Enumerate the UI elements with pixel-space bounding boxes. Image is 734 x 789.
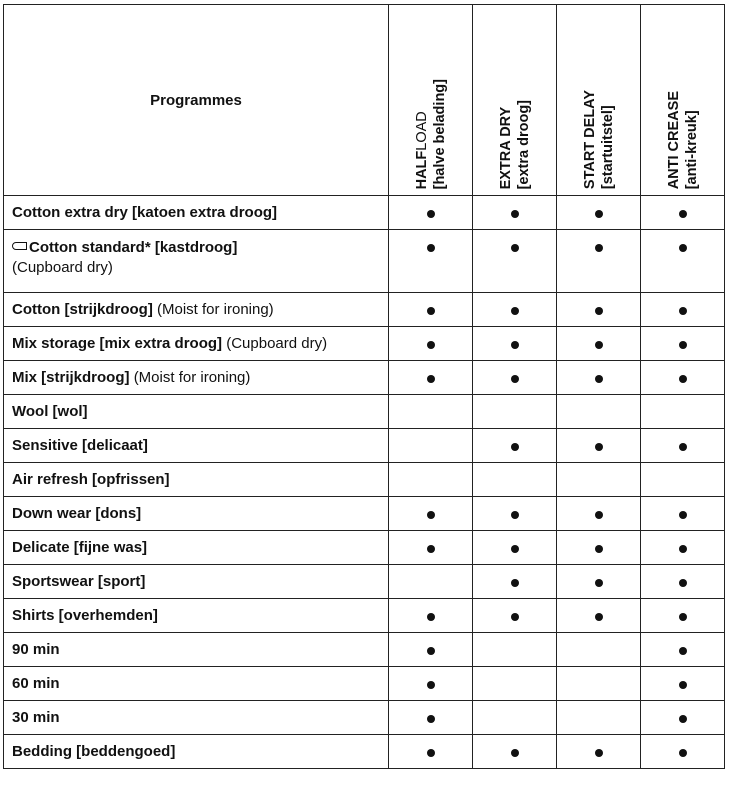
programme-note: (Moist for ironing) (156, 300, 274, 318)
option-cell (641, 196, 725, 230)
option-cell (389, 701, 473, 735)
available-dot-icon (595, 613, 603, 621)
available-dot-icon (427, 749, 435, 757)
option-cell (473, 667, 557, 701)
available-dot-icon (595, 443, 603, 451)
programme-name-cell (4, 565, 389, 599)
cupboard-dry-icon (12, 242, 27, 250)
available-dot-icon (679, 511, 687, 519)
option-cell (389, 463, 473, 497)
table-row (4, 463, 725, 497)
option-cell (641, 667, 725, 701)
table-header-row (4, 5, 725, 196)
option-cell (473, 735, 557, 769)
option-cell (473, 497, 557, 531)
programme-note: (Cupboard dry) (226, 334, 328, 352)
option-cell (389, 497, 473, 531)
available-dot-icon (595, 545, 603, 553)
table-row (4, 395, 725, 429)
option-cell (557, 196, 641, 230)
option-cell (473, 196, 557, 230)
available-dot-icon (427, 511, 435, 519)
option-cell (389, 667, 473, 701)
available-dot-icon (511, 511, 519, 519)
available-dot-icon (595, 341, 603, 349)
option-cell (557, 293, 641, 327)
available-dot-icon (427, 681, 435, 689)
option-cell (389, 531, 473, 565)
column-header-extra-dry (473, 5, 557, 196)
option-cell (557, 599, 641, 633)
option-cell (557, 633, 641, 667)
available-dot-icon (511, 443, 519, 451)
option-cell (473, 327, 557, 361)
programme-name: Air refresh [opfrissen] (12, 470, 170, 488)
table-row (4, 735, 725, 769)
programme-name-cell (4, 667, 389, 701)
programme-name: Sensitive [delicaat] (12, 436, 148, 454)
option-cell (389, 633, 473, 667)
programme-note: (Moist for ironing) (133, 368, 251, 386)
column-header-half-load-subtitle: [halve belading] (431, 78, 448, 189)
option-cell (389, 293, 473, 327)
available-dot-icon (679, 443, 687, 451)
programme-name: Cotton extra dry [katoen extra droog] (12, 203, 278, 221)
programme-name: Cotton standard* [kastdroog] (29, 239, 238, 256)
programme-name: Shirts [overhemden] (12, 606, 158, 624)
available-dot-icon (511, 210, 519, 218)
table-row (4, 429, 725, 463)
programme-note: (Cupboard dry) (12, 259, 113, 276)
programme-name: 30 min (12, 708, 60, 726)
option-cell (473, 429, 557, 463)
available-dot-icon (511, 375, 519, 383)
available-dot-icon (511, 545, 519, 553)
option-cell (389, 735, 473, 769)
available-dot-icon (427, 307, 435, 315)
option-cell (389, 395, 473, 429)
option-cell (557, 667, 641, 701)
available-dot-icon (595, 307, 603, 315)
option-cell (473, 463, 557, 497)
table-row (4, 531, 725, 565)
option-cell (473, 293, 557, 327)
available-dot-icon (595, 749, 603, 757)
option-cell (473, 599, 557, 633)
option-cell (641, 361, 725, 395)
option-cell (557, 327, 641, 361)
available-dot-icon (511, 579, 519, 587)
option-cell (389, 599, 473, 633)
available-dot-icon (679, 579, 687, 587)
option-cell (641, 565, 725, 599)
option-cell (473, 633, 557, 667)
programme-name: 90 min (12, 640, 60, 658)
table-row (4, 327, 725, 361)
available-dot-icon (679, 375, 687, 383)
programmes-header: Programmes (4, 5, 389, 196)
available-dot-icon (511, 613, 519, 621)
option-cell (473, 565, 557, 599)
available-dot-icon (427, 545, 435, 553)
programme-name-cell (4, 599, 389, 633)
available-dot-icon (595, 511, 603, 519)
available-dot-icon (679, 681, 687, 689)
option-cell (557, 701, 641, 735)
table-body (4, 196, 725, 769)
available-dot-icon (427, 341, 435, 349)
available-dot-icon (511, 244, 519, 252)
option-cell (641, 429, 725, 463)
option-cell (557, 735, 641, 769)
column-header-start-delay (557, 5, 641, 196)
programme-name-cell (4, 735, 389, 769)
option-cell (473, 361, 557, 395)
available-dot-icon (679, 341, 687, 349)
option-cell (557, 463, 641, 497)
option-cell (473, 230, 557, 293)
option-cell (557, 395, 641, 429)
table-row (4, 196, 725, 230)
programme-options-table (3, 4, 725, 769)
programme-name-cell (4, 361, 389, 395)
programme-name: Bedding [beddengoed] (12, 742, 176, 760)
option-cell (389, 429, 473, 463)
available-dot-icon (427, 210, 435, 218)
available-dot-icon (679, 307, 687, 315)
programme-name: Mix storage [mix extra droog] (12, 334, 223, 352)
option-cell (389, 196, 473, 230)
available-dot-icon (427, 375, 435, 383)
programme-name: Sportswear [sport] (12, 572, 146, 590)
option-cell (641, 463, 725, 497)
programme-name-cell (4, 463, 389, 497)
option-cell (557, 497, 641, 531)
option-cell (389, 327, 473, 361)
column-header-anti-crease (641, 5, 725, 196)
programme-name: Mix [strijkdroog] (12, 368, 130, 386)
available-dot-icon (595, 244, 603, 252)
available-dot-icon (427, 613, 435, 621)
available-dot-icon (679, 545, 687, 553)
programme-name-cell (4, 497, 389, 531)
option-cell (557, 429, 641, 463)
table-row (4, 633, 725, 667)
programme-name: Down wear [dons] (12, 504, 142, 522)
column-header-anti-crease-subtitle: [anti-kreuk] (683, 110, 700, 189)
table-row (4, 599, 725, 633)
option-cell (557, 531, 641, 565)
programme-name: Delicate [fijne was] (12, 538, 148, 556)
table-row (4, 361, 725, 395)
option-cell (473, 395, 557, 429)
option-cell (557, 565, 641, 599)
option-cell (641, 230, 725, 293)
available-dot-icon (679, 210, 687, 218)
available-dot-icon (511, 749, 519, 757)
table-row (4, 701, 725, 735)
table-row (4, 230, 725, 293)
available-dot-icon (427, 715, 435, 723)
available-dot-icon (679, 613, 687, 621)
programme-name: 60 min (12, 674, 60, 692)
column-header-start-delay-subtitle: [startuitstel] (599, 105, 616, 189)
option-cell (641, 497, 725, 531)
available-dot-icon (511, 341, 519, 349)
option-cell (641, 701, 725, 735)
programme-options-table-wrapper (3, 4, 725, 769)
column-header-start-delay-title: START DELAY (581, 89, 598, 189)
available-dot-icon (679, 749, 687, 757)
column-header-half-load-bold: HALF (413, 150, 430, 189)
option-cell (641, 735, 725, 769)
programme-name-cell (4, 395, 389, 429)
option-cell (389, 361, 473, 395)
option-cell (641, 531, 725, 565)
column-header-anti-crease-title: ANTI CREASE (665, 90, 682, 189)
option-cell (641, 327, 725, 361)
column-header-half-load-light: LOAD (413, 110, 430, 151)
option-cell (641, 293, 725, 327)
available-dot-icon (427, 647, 435, 655)
available-dot-icon (679, 647, 687, 655)
programme-name: Wool [wol] (12, 402, 88, 420)
column-header-extra-dry-subtitle: [extra droog] (515, 99, 532, 189)
column-header-half-load (389, 5, 473, 196)
available-dot-icon (679, 244, 687, 252)
programme-name-cell (4, 196, 389, 230)
option-cell (641, 395, 725, 429)
available-dot-icon (595, 210, 603, 218)
programme-name: Cotton [strijkdroog] (12, 300, 153, 318)
programme-name-cell (4, 293, 389, 327)
available-dot-icon (427, 244, 435, 252)
option-cell (473, 531, 557, 565)
programme-name-cell (4, 230, 389, 293)
programme-name-cell (4, 531, 389, 565)
option-cell (389, 230, 473, 293)
available-dot-icon (595, 375, 603, 383)
column-header-extra-dry-title: EXTRA DRY (497, 106, 514, 189)
table-row (4, 667, 725, 701)
option-cell (641, 633, 725, 667)
programme-name-cell (4, 701, 389, 735)
option-cell (557, 361, 641, 395)
option-cell (389, 565, 473, 599)
programme-name-cell (4, 633, 389, 667)
available-dot-icon (595, 579, 603, 587)
option-cell (473, 701, 557, 735)
available-dot-icon (511, 307, 519, 315)
option-cell (641, 599, 725, 633)
table-row (4, 497, 725, 531)
table-row (4, 565, 725, 599)
available-dot-icon (679, 715, 687, 723)
programme-name-cell (4, 327, 389, 361)
option-cell (557, 230, 641, 293)
table-row (4, 293, 725, 327)
programme-name-cell (4, 429, 389, 463)
